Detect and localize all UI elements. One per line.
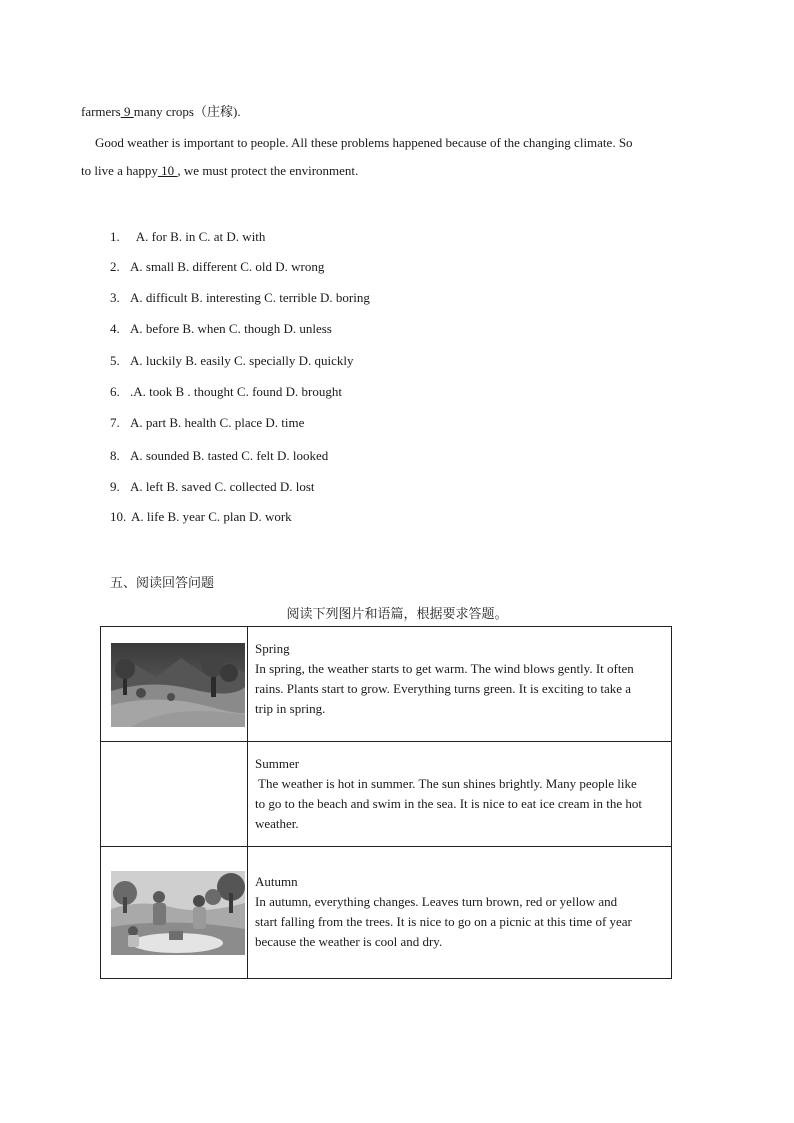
- option-text: A. life B. year C. plan D. work: [131, 509, 292, 524]
- option-number: 4.: [110, 321, 120, 336]
- season-title: Autumn: [255, 874, 298, 889]
- option-text: A. part B. health C. place D. time: [130, 415, 305, 430]
- option-row-10: [110, 509, 292, 525]
- passage-line-3: [81, 163, 358, 179]
- table-row: [101, 847, 672, 979]
- picture-cell: [101, 627, 248, 742]
- spring-landscape-image: [111, 643, 245, 727]
- passage-text: to live a happy: [81, 163, 158, 178]
- option-row-7: [110, 415, 304, 431]
- option-text: A. for B. in C. at D. with: [130, 229, 266, 244]
- reading-line: because the weather is cool and dry.: [255, 934, 443, 949]
- reading-line: start falling from the trees. It is nice to go on a picnic at this time of year: [255, 914, 632, 929]
- reading-line: rains. Plants start to grow. Everything turns green. It is exciting to take a: [255, 681, 632, 696]
- passage-text: many crops（庄稼).: [133, 104, 241, 119]
- passage-line-2: Good weather is important to people. All these problems happened because of the changing climate. So: [95, 135, 633, 150]
- option-row-3: [110, 290, 370, 306]
- picture-cell: [101, 742, 248, 847]
- reading-line: to go to the beach and swim in the sea. It is nice to eat ice cream in the hot: [255, 796, 642, 811]
- section-title: 五、阅读回答问题: [110, 576, 215, 591]
- reading-line: The weather is hot in summer. The sun shines brightly. Many people like: [255, 776, 637, 791]
- reading-line: weather.: [255, 816, 299, 831]
- option-row-6: [110, 384, 342, 400]
- text-cell: [248, 742, 672, 847]
- season-title: Summer: [255, 756, 300, 771]
- option-row-8: [110, 448, 328, 464]
- passage-line-1: [81, 104, 241, 120]
- option-text: A. sounded B. tasted C. felt D. looked: [130, 448, 329, 463]
- instruction: 阅读下列图片和语篇，根据要求答题。: [286, 607, 508, 622]
- blank-9: 9: [120, 104, 134, 119]
- option-number: 3.: [110, 290, 120, 305]
- autumn-picnic-image: [111, 871, 245, 955]
- reading-line: In autumn, everything changes. Leaves turn brown, red or yellow and: [255, 894, 618, 909]
- option-number: 2.: [110, 259, 120, 274]
- option-text: A. left B. saved C. collected D. lost: [130, 479, 315, 494]
- reading-table: [100, 626, 672, 979]
- option-row-4: [110, 321, 332, 337]
- option-row-9: [110, 479, 315, 495]
- option-text: A. small B. different C. old D. wrong: [130, 259, 325, 274]
- option-text: .A. took B . thought C. found D. brought: [130, 384, 342, 399]
- reading-line: In spring, the weather starts to get warm. The wind blows gently. It often: [255, 661, 634, 676]
- option-number: 6.: [110, 384, 120, 399]
- option-text: A. before B. when C. though D. unless: [130, 321, 332, 336]
- text-cell: [248, 627, 672, 742]
- option-row-1: [110, 229, 265, 245]
- table-row: [101, 742, 672, 847]
- option-row-5: [110, 353, 354, 369]
- option-number: 8.: [110, 448, 120, 463]
- option-number: 9.: [110, 479, 120, 494]
- blank-10: 10: [157, 163, 178, 178]
- option-number: 10.: [110, 509, 127, 524]
- option-number: 5.: [110, 353, 120, 368]
- table-row: [101, 627, 672, 742]
- option-number: 7.: [110, 415, 120, 430]
- option-text: A. difficult B. interesting C. terrible D. boring: [130, 290, 370, 305]
- option-row-2: [110, 259, 324, 275]
- reading-line: trip in spring.: [255, 701, 326, 716]
- passage-text: , we must protect the environment.: [177, 163, 359, 178]
- option-text: A. luckily B. easily C. specially D. quickly: [130, 353, 354, 368]
- passage-text: farmers: [81, 104, 121, 119]
- season-title: Spring: [255, 641, 290, 656]
- picture-cell: [101, 847, 248, 979]
- autumn-picture: [111, 871, 245, 955]
- option-number: 1.: [110, 229, 120, 244]
- spring-picture: [111, 643, 245, 727]
- text-cell: [248, 847, 672, 979]
